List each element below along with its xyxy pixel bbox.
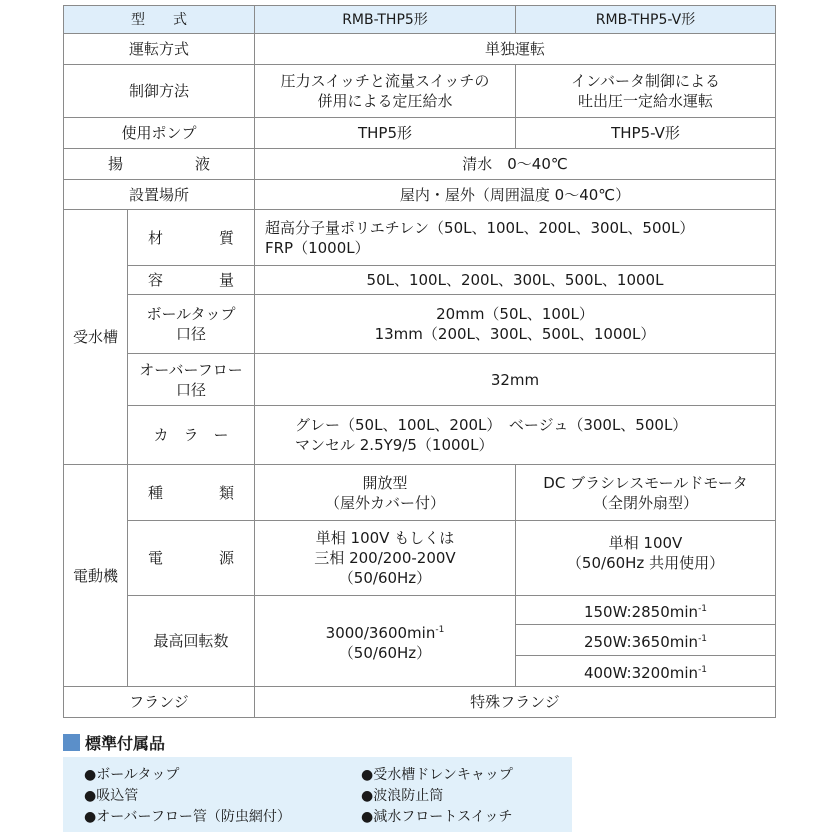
flange-value: 特殊フランジ bbox=[255, 687, 776, 718]
table-row-flange bbox=[64, 687, 776, 718]
table-row-control bbox=[64, 65, 776, 118]
motor-type-value-1-line1: 開放型 bbox=[362, 473, 408, 492]
location-value: 屋内・屋外（周囲温度 0〜40℃） bbox=[255, 180, 776, 210]
accessories-list bbox=[63, 757, 572, 832]
power-value-2 bbox=[516, 521, 776, 596]
motor-type-label-b: 類 bbox=[218, 483, 234, 502]
balltap-label-line1: ボールタップ bbox=[146, 305, 236, 323]
table-row-liquid bbox=[64, 149, 776, 180]
table-row-tank-overflow bbox=[64, 354, 776, 406]
header-model-2: RMB-THP5-V形 bbox=[516, 6, 776, 34]
power-value-1-line2: 三相 200/200-200V bbox=[314, 549, 456, 567]
overflow-label bbox=[128, 354, 255, 406]
list-item: ●オーバーフロー管（防虫網付） bbox=[84, 809, 291, 825]
tank-group-label: 受水槽 bbox=[64, 210, 128, 465]
liquid-label-a: 揚 bbox=[108, 155, 124, 173]
control-value-1-line2: 併用による定圧給水 bbox=[317, 92, 453, 110]
color-label: カ ラ ー bbox=[128, 406, 255, 465]
power-value-1-line1: 単相 100V もしくは bbox=[315, 529, 455, 547]
rpm-label: 最高回転数 bbox=[128, 596, 255, 687]
motor-type-label-a: 種 bbox=[148, 483, 164, 502]
power-value-2-line1: 単相 100V bbox=[608, 534, 683, 552]
material-value-line1: 超高分子量ポリエチレン（50L、100L、200L、300L、500L） bbox=[265, 218, 695, 237]
motor-type-value-2-line2: （全閉外扇型） bbox=[592, 493, 698, 512]
power-value-2-line2: （50/60Hz 共用使用） bbox=[566, 554, 725, 572]
control-label: 制御方法 bbox=[64, 65, 255, 118]
header-model-label: 型 式 bbox=[64, 6, 255, 34]
capacity-label-b: 量 bbox=[218, 271, 234, 289]
power-label-b: 源 bbox=[218, 549, 234, 567]
control-value-1-line1: 圧力スイッチと流量スイッチの bbox=[280, 72, 490, 90]
control-value-2-line1: インバータ制御による bbox=[571, 72, 720, 90]
rpm-value-1-line2: （50/60Hz） bbox=[338, 643, 432, 662]
list-item: ●ボールタップ bbox=[84, 767, 180, 783]
motor-type-label bbox=[128, 465, 255, 521]
capacity-label bbox=[128, 266, 255, 295]
liquid-label bbox=[64, 149, 255, 180]
table-row-tank-material bbox=[64, 210, 776, 266]
motor-type-value-2-line1: DC ブラシレスモールドモータ bbox=[543, 473, 748, 492]
location-label: 設置場所 bbox=[64, 180, 255, 210]
power-label bbox=[128, 521, 255, 596]
square-bullet-icon bbox=[63, 734, 80, 751]
list-item: ●減水フロートスイッチ bbox=[361, 809, 513, 825]
rpm-value-1 bbox=[255, 596, 516, 687]
table-row-tank-capacity bbox=[64, 266, 776, 295]
table-row-tank-balltap bbox=[64, 295, 776, 354]
flange-label: フランジ bbox=[64, 687, 255, 718]
table-row-tank-color bbox=[64, 406, 776, 465]
overflow-label-line1: オーバーフロー bbox=[139, 360, 243, 379]
color-value-line1: グレー（50L、100L、200L） ベージュ（300L、500L） bbox=[295, 416, 688, 434]
accessories-title-text: 標準付属品 bbox=[85, 733, 166, 753]
capacity-value: 50L、100L、200L、300L、500L、1000L bbox=[255, 266, 776, 295]
motor-type-value-1-line2: （屋外カバー付） bbox=[324, 493, 445, 512]
operation-value: 単独運転 bbox=[255, 34, 776, 65]
liquid-value: 清水 0〜40℃ bbox=[255, 149, 776, 180]
power-value-1 bbox=[255, 521, 516, 596]
rpm-value-150w: $150W:2850\min^{-1}$ bbox=[516, 596, 776, 625]
table-row-location bbox=[64, 180, 776, 210]
material-value bbox=[255, 210, 776, 266]
balltap-value bbox=[255, 295, 776, 354]
operation-label: 運転方式 bbox=[64, 34, 255, 65]
control-value-2 bbox=[516, 65, 776, 118]
motor-type-value-2 bbox=[516, 465, 776, 521]
accessories-title bbox=[63, 733, 165, 751]
pump-label: 使用ポンプ bbox=[64, 118, 255, 149]
motor-type-value-1 bbox=[255, 465, 516, 521]
table-row-motor-power bbox=[64, 521, 776, 596]
power-value-1-line3: （50/60Hz） bbox=[338, 569, 432, 587]
table-row-motor-rpm-1 bbox=[64, 596, 776, 625]
list-item: ●吸込管 bbox=[84, 788, 139, 804]
rpm-value-400w: $400W:3200\min^{-1}$ bbox=[516, 656, 776, 687]
color-value-line2: マンセル 2.5Y9/5（1000L） bbox=[295, 436, 494, 454]
motor-group-label: 電動機 bbox=[64, 465, 128, 687]
header-model-1: RMB-THP5形 bbox=[255, 6, 516, 34]
overflow-label-line2: 口径 bbox=[175, 380, 206, 399]
balltap-label-line2: 口径 bbox=[175, 325, 206, 343]
balltap-value-line1: 20mm（50L、100L） bbox=[436, 305, 594, 323]
list-item: ●波浪防止筒 bbox=[361, 788, 444, 804]
material-label-a: 材 bbox=[148, 228, 164, 247]
pump-value-1: THP5形 bbox=[255, 118, 516, 149]
rpm-value-1-line1: $3000/3600\min^{-1}$ bbox=[325, 623, 445, 642]
material-value-line2: FRP（1000L） bbox=[265, 238, 370, 257]
table-row-motor-type bbox=[64, 465, 776, 521]
liquid-label-b: 液 bbox=[194, 155, 210, 173]
overflow-value: 32mm bbox=[255, 354, 776, 406]
table-row-pump bbox=[64, 118, 776, 149]
table-row-operation bbox=[64, 34, 776, 65]
color-value bbox=[255, 406, 776, 465]
rpm-value-250w: $250W:3650\min^{-1}$ bbox=[516, 625, 776, 656]
material-label-b: 質 bbox=[218, 228, 234, 247]
control-value-1 bbox=[255, 65, 516, 118]
pump-value-2: THP5-V形 bbox=[516, 118, 776, 149]
balltap-value-line2: 13mm（200L、300L、500L、1000L） bbox=[374, 325, 656, 343]
list-item: ●受水槽ドレンキャップ bbox=[361, 767, 513, 783]
balltap-label bbox=[128, 295, 255, 354]
spec-table bbox=[63, 5, 776, 718]
control-value-2-line2: 吐出圧一定給水運転 bbox=[577, 92, 713, 110]
material-label bbox=[128, 210, 255, 266]
capacity-label-a: 容 bbox=[148, 271, 164, 289]
power-label-a: 電 bbox=[148, 549, 164, 567]
table-header-row bbox=[64, 6, 776, 34]
